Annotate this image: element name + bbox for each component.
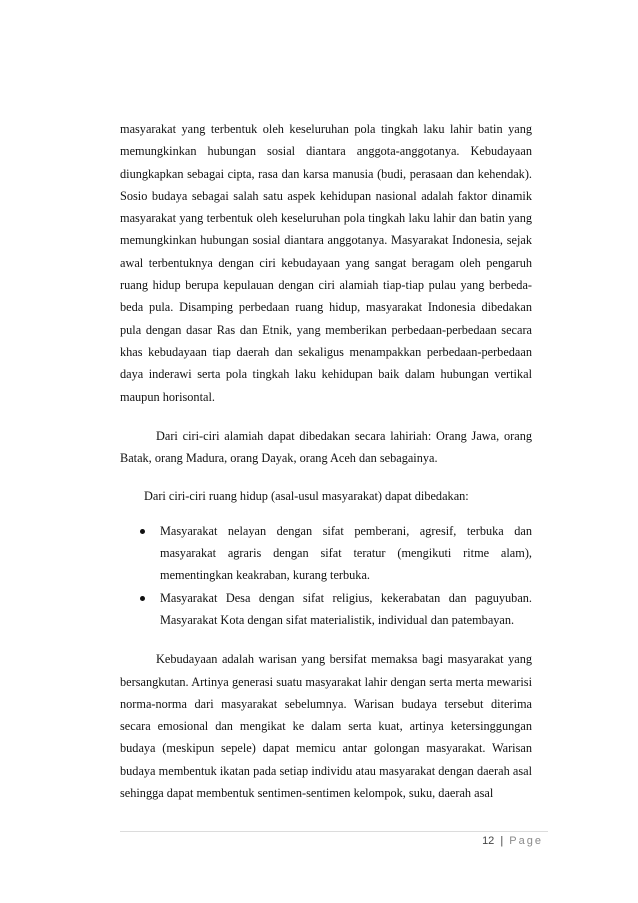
- paragraph-ciri-alamiah: Dari ciri-ciri alamiah dapat dibedakan secara lahiriah: Orang Jawa, orang Batak, orang Madura, orang Dayak, orang Aceh dan sebagainya.: [120, 428, 532, 466]
- paragraph-sosio-budaya: masyarakat yang terbentuk oleh keseluruhan pola tingkah laku lahir batin yang memungkinkan hubungan sosial diantara anggota-anggotanya. Kebudayaan diungkapkan sebagai cipta, rasa dan karsa manusia (budi, perasaan dan kehendak). Sosio budaya sebagai salah satu aspek kehidupan nasional adalah faktor dinamik masyarakat yang terbentuk oleh keseluruhan pola tingkah laku lahir dan batin yang memungkinkan hubungan sosial diantara anggotanya. Masyarakat Indonesia, sejak awal terbentuknya dengan ciri kebudayaan yang sangat beragam oleh pengaruh ruang hidup berupa kepulauan dengan ciri alamiah tiap-tiap pulau yang berbeda-beda pula. Disamping perbedaan ruang hidup, masyarakat Indonesia dibedakan pula dengan dasar Ras dan Etnik, yang memberikan perbedaan-perbedaan secara khas kebudayaan tiap daerah dan sekaligus menampakkan perbedaan-perbedaan daya inderawi serta pola tingkah laku kehidupan baik dalam hubungan vertikal maupun horisontal.: [120, 122, 532, 404]
- bullet-item-desa-kota: Masyarakat Desa dengan sifat religius, kekerabatan dan paguyuban. Masyarakat Kota dengan sifat materialistik, individual dan patembayan.: [120, 587, 532, 632]
- page-label: Page: [509, 835, 543, 847]
- body-text: [120, 118, 532, 804]
- paragraph-ciri-ruang-hidup: Dari ciri-ciri ruang hidup (asal-usul masyarakat) dapat dibedakan:: [144, 489, 469, 504]
- bullet-item-nelayan-agraris: Masyarakat nelayan dengan sifat pemberani, agresif, terbuka dan masyarakat agraris dengan sifat teratur (mengikuti ritme alam), mementingkan keakraban, kurang terbuka.: [120, 520, 532, 587]
- page-footer: [482, 835, 543, 847]
- bullet-list: [120, 520, 532, 631]
- page-number: 12: [482, 835, 495, 847]
- paragraph-warisan-budaya: Kebudayaan adalah warisan yang bersifat memaksa bagi masyarakat yang bersangkutan. Artinya generasi suatu masyarakat lahir dengan serta merta mewarisi norma-norma dari masyarakat sebelumnya. Warisan budaya tersebut diterima secara emosional dan mengikat ke dalam serta kuat, artinya ketersinggungan budaya (meskipun sepele) dapat memicu antar golongan masyarakat. Warisan budaya membentuk ikatan pada setiap individu atau masyarakat dengan daerah asal sehingga dapat membentuk sentimen-sentimen kelompok, suku, daerah asal: [120, 652, 532, 801]
- footer-divider: [120, 831, 548, 832]
- footer-separator: |: [500, 835, 504, 847]
